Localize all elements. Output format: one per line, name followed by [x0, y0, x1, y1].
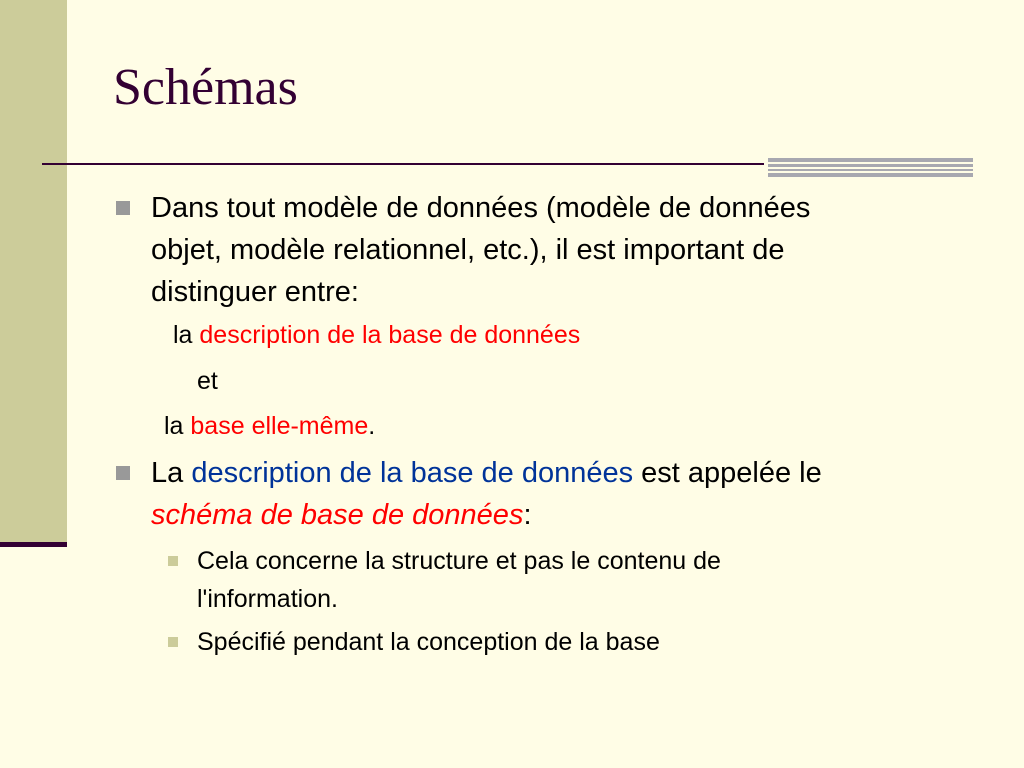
bullet1-line1: Dans tout modèle de données (modèle de données	[151, 192, 811, 224]
bullet2-highlight: description de la base de données	[191, 457, 634, 489]
sub2-text: Spécifié pendant la conception de la base	[197, 628, 660, 656]
title-underline	[42, 163, 764, 165]
sub1-line1: Cela concerne la structure et pas le contenu de	[197, 547, 721, 575]
bullet-square-icon	[116, 466, 130, 480]
bullet2-suffix: est appelée le	[633, 457, 822, 489]
description-highlight: description de la base de données	[199, 321, 581, 349]
bullet1-line3: distinguer entre:	[151, 276, 359, 308]
left-accent-band	[0, 0, 67, 544]
indent-prefix: la	[173, 321, 200, 349]
schema-highlight: schéma de base de données	[151, 499, 524, 531]
indent-suffix: .	[368, 412, 376, 440]
slide-title: Schémas	[113, 59, 298, 116]
sub-bullet-square-icon	[168, 556, 178, 566]
sub1-line2: l'information.	[197, 585, 338, 613]
left-band-rule	[0, 542, 67, 547]
indent-line-base	[164, 411, 375, 441]
indent-prefix: la	[164, 412, 191, 440]
bullet2-line2-suffix: :	[523, 499, 532, 531]
indent-line-et: et	[197, 367, 218, 395]
bullet2-prefix: La	[151, 457, 192, 489]
sub-bullet-square-icon	[168, 637, 178, 647]
indent-line-description	[173, 320, 580, 350]
base-highlight: base elle-même	[190, 412, 369, 440]
bullet-square-icon	[116, 201, 130, 215]
bullet2-line1	[151, 451, 822, 495]
bullet2-line2	[151, 493, 532, 537]
decorative-lines	[768, 158, 973, 178]
bullet1-line2: objet, modèle relationnel, etc.), il est important de	[151, 234, 785, 266]
